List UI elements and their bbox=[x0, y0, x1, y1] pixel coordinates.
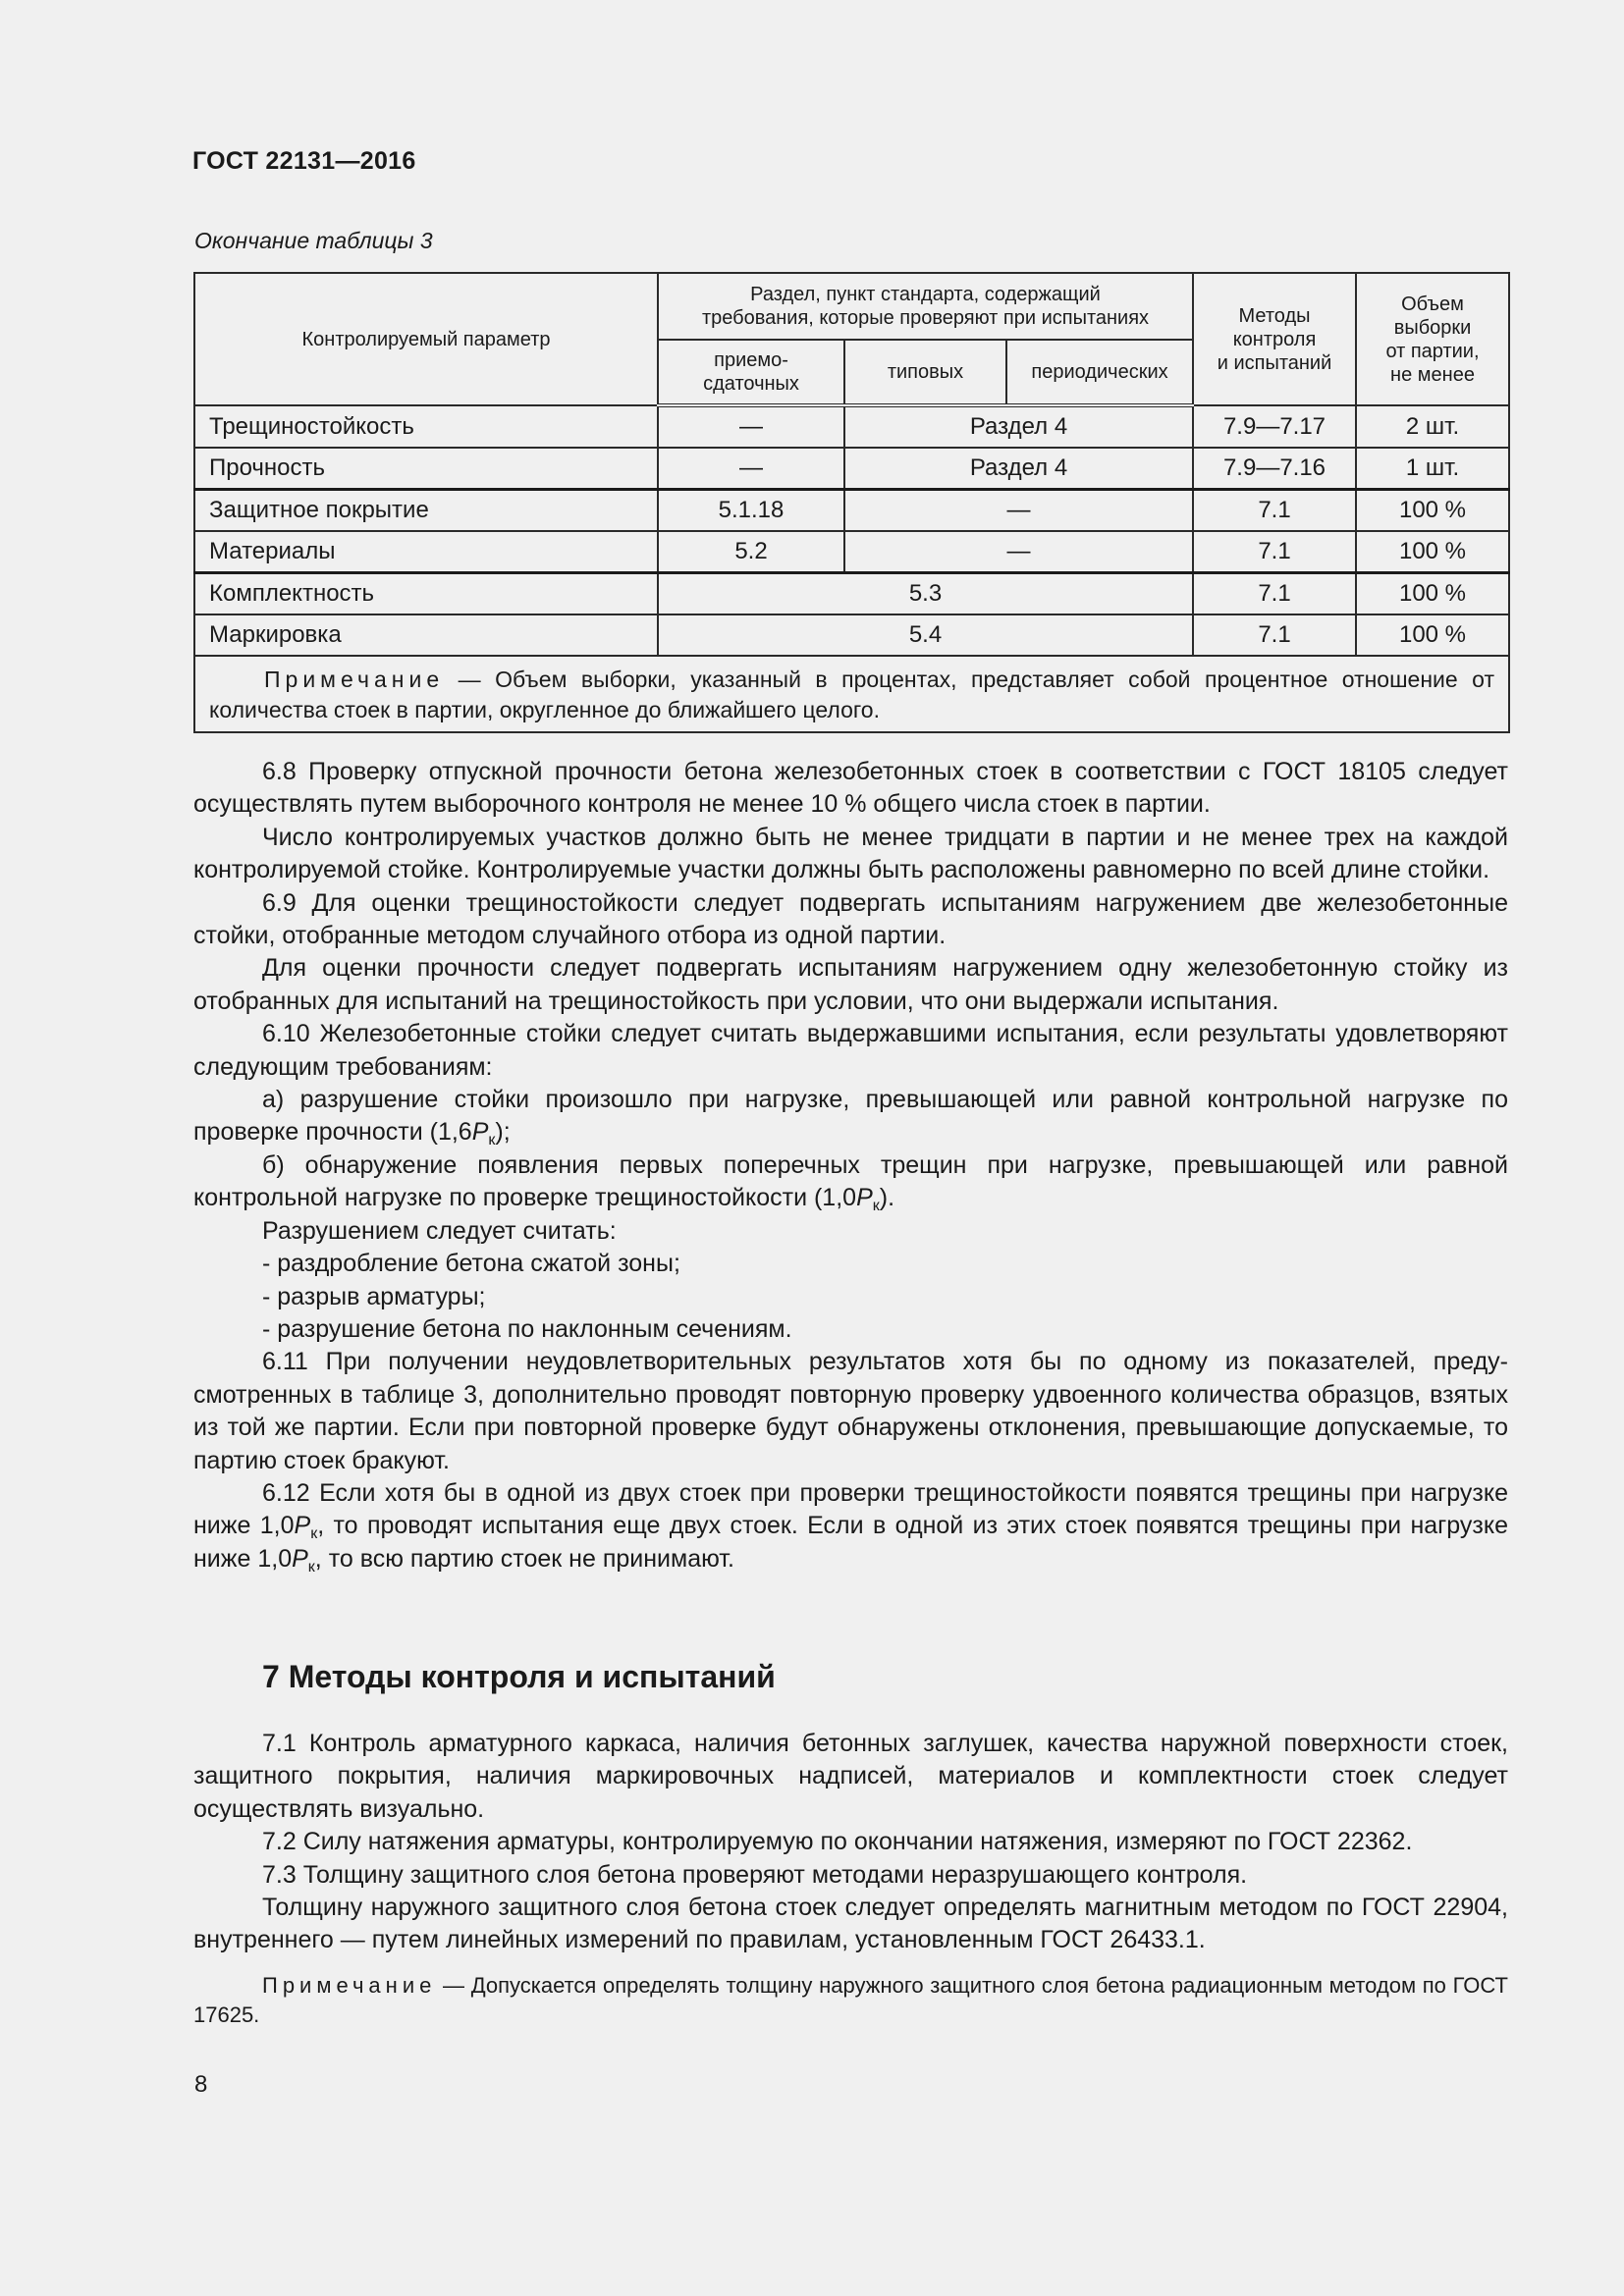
load-subscript: к bbox=[310, 1525, 318, 1543]
header-param: Контролируемый параметр bbox=[194, 273, 658, 405]
header-methods bbox=[1193, 273, 1356, 405]
cell-param: Прочность bbox=[194, 448, 658, 490]
cell-type-periodic: — bbox=[844, 531, 1193, 573]
load-symbol: P bbox=[471, 1118, 489, 1147]
header-sample-line: от партии, bbox=[1385, 340, 1480, 362]
table-note-row bbox=[194, 656, 1509, 732]
load-symbol: P bbox=[294, 1512, 311, 1540]
cell-param: Маркировка bbox=[194, 614, 658, 656]
cell-param: Защитное покрытие bbox=[194, 490, 658, 532]
cell-acceptance: — bbox=[658, 405, 844, 448]
section-7-note bbox=[193, 1971, 1508, 2030]
paragraph-6-12-text: 6.12 Если хотя бы в одной из двух стоек при проверки трещиностойкости появятся трещины при нагрузке ниже 1,0 bbox=[193, 1478, 1508, 1540]
table-note-label: Примечание bbox=[264, 667, 445, 692]
body-text-section7 bbox=[193, 1728, 1508, 2030]
cell-sample: 100 % bbox=[1356, 614, 1509, 656]
load-subscript: к bbox=[488, 1132, 496, 1149]
cell-type-periodic: Раздел 4 bbox=[844, 405, 1193, 448]
cell-sample: 1 шт. bbox=[1356, 448, 1509, 490]
cell-methods: 7.1 bbox=[1193, 573, 1356, 615]
paragraph-6-12-text: , то всю партию стоек не принимают. bbox=[314, 1544, 734, 1573]
header-sample-line: не менее bbox=[1390, 363, 1475, 386]
table-row bbox=[194, 614, 1509, 656]
paragraph-6-8: 6.8 Проверку отпускной прочности бетона железобетонных стоек в соответствии с ГОСТ 18105 следует осуществлять путем выборочного контроля не менее 10 % общего числа стоек в партии. bbox=[193, 758, 1508, 819]
cell-methods: 7.9—7.17 bbox=[1193, 405, 1356, 448]
paragraph-6-12 bbox=[193, 1477, 1508, 1575]
table-row bbox=[194, 490, 1509, 532]
paragraph-6-10-a-end: ); bbox=[495, 1118, 511, 1147]
table-row bbox=[194, 448, 1509, 490]
paragraph-6-10-b-end: ). bbox=[879, 1184, 895, 1212]
header-methods-line: Методы bbox=[1238, 304, 1311, 327]
table-note-text: — Объем выборки, указанный в процентах, представляет собой процентное отношение от количества стоек в партии, округленное до ближайшего целого. bbox=[209, 667, 1494, 722]
header-acceptance-line: сдаточных bbox=[703, 373, 799, 395]
paragraph-7-3: 7.3 Толщину защитного слоя бетона проверяют методами неразрушающего контроля. bbox=[262, 1860, 1248, 1889]
cell-type-periodic: Раздел 4 bbox=[844, 448, 1193, 490]
section-7-note-text: — Допускается определять толщину наружного защитного слоя бетона радиационным методом по ГОСТ 17625. bbox=[193, 1972, 1508, 2027]
paragraph-6-10-b-text: б) обнаружение появления первых поперечных трещин при нагрузке, превышающей или равной контрольной нагрузке по проверке трещиностойкости (1,0 bbox=[193, 1150, 1508, 1212]
paragraph-6-11: 6.11 При получении неудовлетворительных результатов хотя бы по одному из показателей, предусмотренных в таблице 3, дополнительно проводят повторную проверку удвоенного количества образцов, взятых из той же партии. Если при повторной проверке будут обнаружены отклонения, превышающие допускаемые, то партию стоек бракуют. bbox=[193, 1348, 1508, 1474]
cell-param: Трещиностойкость bbox=[194, 405, 658, 448]
cell-acceptance: 5.2 bbox=[658, 531, 844, 573]
paragraph-6-9-strength: Для оценки прочности следует подвергать испытаниям нагружением одну железобетонную стойку из отобранных для испытаний на трещиностойкость при условии, что они выдержали испытания. bbox=[193, 954, 1508, 1015]
body-text-section6 bbox=[193, 756, 1508, 1575]
page-number: 8 bbox=[194, 2071, 208, 2098]
load-subscript: к bbox=[872, 1198, 880, 1215]
table-row bbox=[194, 573, 1509, 615]
table-row bbox=[194, 531, 1509, 573]
paragraph-6-12-text: , то проводят испытания еще двух стоек. Если в одной из этих стоек появятся трещины при нагрузке ниже 1,0 bbox=[193, 1512, 1508, 1573]
header-sample-line: выборки bbox=[1393, 316, 1472, 339]
destruction-item: - раздробление бетона сжатой зоны; bbox=[262, 1250, 680, 1278]
paragraph-6-10-a bbox=[193, 1084, 1508, 1149]
table-note bbox=[194, 656, 1509, 732]
header-type-tests: типовых bbox=[844, 340, 1006, 405]
header-sample-line: Объем bbox=[1401, 293, 1464, 315]
document-code-header: ГОСТ 22131—2016 bbox=[192, 147, 416, 175]
paragraph-6-8-controlled-sites: Число контролируемых участков должно быть не менее тридцати в партии и не менее трех на каждой контролируемой стойке. Контролируемые участки должны быть расположены равномерно по всей длине стойки. bbox=[193, 823, 1508, 884]
header-section-group bbox=[658, 273, 1193, 340]
header-section-group-line: требования, которые проверяют при испытаниях bbox=[701, 307, 1150, 329]
cell-sample: 2 шт. bbox=[1356, 405, 1509, 448]
cell-methods: 7.9—7.16 bbox=[1193, 448, 1356, 490]
table-header-row bbox=[194, 273, 1509, 340]
table-caption: Окончание таблицы 3 bbox=[194, 228, 433, 253]
requirements-table-wrapper bbox=[193, 272, 1508, 733]
cell-all-sections: 5.3 bbox=[658, 573, 1193, 615]
header-periodic-tests: периодических bbox=[1006, 340, 1193, 405]
cell-methods: 7.1 bbox=[1193, 490, 1356, 532]
cell-param: Материалы bbox=[194, 531, 658, 573]
header-methods-line: и испытаний bbox=[1217, 351, 1332, 374]
paragraph-6-10-b bbox=[193, 1149, 1508, 1215]
section-7-title: 7 Методы контроля и испытаний bbox=[262, 1659, 776, 1694]
cell-methods: 7.1 bbox=[1193, 531, 1356, 573]
load-symbol: P bbox=[292, 1544, 308, 1573]
cell-acceptance: — bbox=[658, 448, 844, 490]
paragraph-7-2: 7.2 Силу натяжения арматуры, контролируемую по окончании натяжения, измеряют по ГОСТ 22362. bbox=[262, 1828, 1413, 1856]
cell-sample: 100 % bbox=[1356, 573, 1509, 615]
paragraph-7-1: 7.1 Контроль арматурного каркаса, наличия бетонных заглушек, качества наружной поверхности стоек, защитного покрытия, наличия маркировочных надписей, материалов и комплектности стоек следует осуществлять визуально. bbox=[193, 1730, 1508, 1823]
header-acceptance-line: приемо- bbox=[714, 349, 788, 371]
cell-methods: 7.1 bbox=[1193, 614, 1356, 656]
requirements-table bbox=[193, 272, 1510, 733]
cell-sample: 100 % bbox=[1356, 490, 1509, 532]
paragraph-6-9: 6.9 Для оценки трещиностойкости следует подвергать испытаниям нагружением две железобетонные стойки, отобранные методом случайного отбора из одной партии. bbox=[193, 888, 1508, 950]
cell-all-sections: 5.4 bbox=[658, 614, 1193, 656]
cell-acceptance: 5.1.18 bbox=[658, 490, 844, 532]
header-sample-size bbox=[1356, 273, 1509, 405]
header-acceptance bbox=[658, 340, 844, 405]
cell-sample: 100 % bbox=[1356, 531, 1509, 573]
cell-param: Комплектность bbox=[194, 573, 658, 615]
destruction-intro: Разрушением следует считать: bbox=[262, 1216, 617, 1245]
paragraph-7-3-thickness: Толщину наружного защитного слоя бетона стоек следует определять магнитным методом по ГОСТ 22904, внутреннего — путем линейных измерений по правилам, установленным ГОСТ 26433.1. bbox=[193, 1894, 1508, 1954]
destruction-item: - разрушение бетона по наклонным сечениям. bbox=[262, 1314, 792, 1343]
destruction-item: - разрыв арматуры; bbox=[262, 1282, 486, 1310]
header-methods-line: контроля bbox=[1232, 328, 1317, 350]
section-7-note-label: Примечание bbox=[262, 1972, 437, 1998]
header-section-group-line: Раздел, пункт стандарта, содержащий bbox=[750, 284, 1101, 305]
load-symbol: P bbox=[856, 1184, 873, 1212]
paragraph-6-10-a-text: а) разрушение стойки произошло при нагрузке, превышающей или равной контрольной нагрузке по проверке прочности (1,6 bbox=[193, 1086, 1508, 1147]
load-subscript: к bbox=[307, 1558, 315, 1575]
paragraph-6-10: 6.10 Железобетонные стойки следует считать выдержавшими испытания, если результаты удовлетворяют следующим требованиям: bbox=[193, 1020, 1508, 1081]
cell-type-periodic: — bbox=[844, 490, 1193, 532]
table-row bbox=[194, 405, 1509, 448]
